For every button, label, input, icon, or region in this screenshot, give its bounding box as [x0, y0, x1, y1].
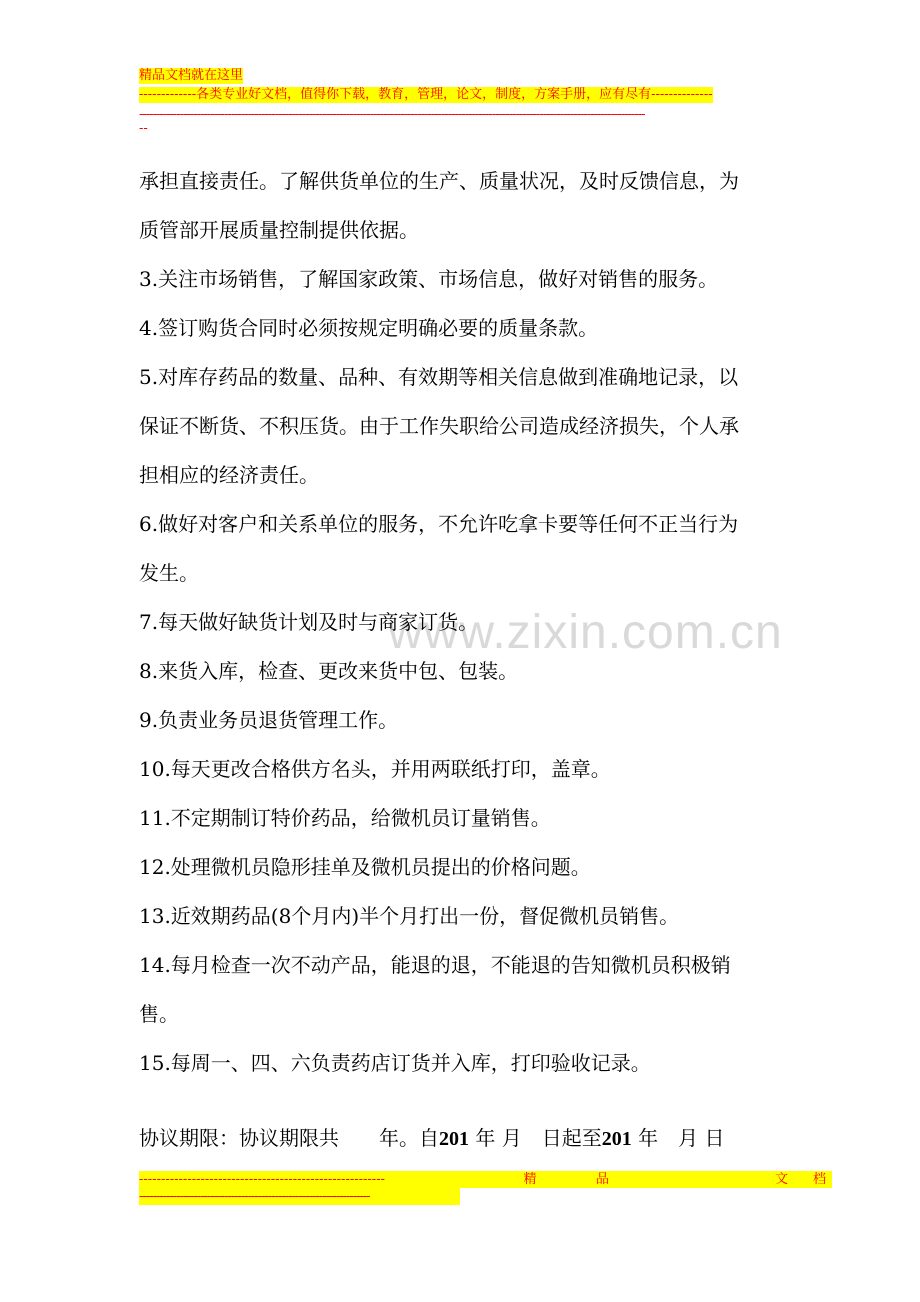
term-year-unit: 年 — [475, 1126, 496, 1150]
footer-banner — [139, 1171, 832, 1188]
body-line: 7.每天做好缺货计划及时与商家订货。 — [139, 610, 479, 634]
body-line: 承担直接责任。了解供货单位的生产、质量状况，及时反馈信息，为 — [139, 169, 739, 193]
body-line: 13.近效期药品(8个月内)半个月打出一份，督促微机员销售。 — [139, 904, 680, 928]
header-rule-tail: -- — [139, 121, 148, 136]
agreement-term — [139, 1122, 724, 1151]
term-month-end: 月 — [678, 1126, 699, 1150]
body-line: 发生。 — [139, 561, 199, 585]
body-line: 6.做好对客户和关系单位的服务，不允许吃拿卡要等任何不正当行为 — [139, 512, 739, 536]
footer-char: 文 — [774, 1172, 788, 1187]
term-day-from: 日起至 — [541, 1126, 602, 1150]
body-line: 15.每周一、四、六负责药店订货并入库，打印验收记录。 — [139, 1051, 651, 1075]
body-line: 10.每天更改合格供方名头，并用两联纸打印，盖章。 — [139, 757, 611, 781]
term-prefix: 协议期限共 — [239, 1126, 339, 1150]
footer-char: 精 — [523, 1172, 537, 1187]
term-year-number-end: 201 — [601, 1128, 632, 1150]
term-year-unit-end: 年 — [638, 1126, 659, 1150]
term-year: 年。自 — [379, 1126, 439, 1150]
footer-char: 档 — [812, 1172, 826, 1187]
body-line: 保证不断货、不积压货。由于工作失职给公司造成经济损失，个人承 — [139, 414, 739, 438]
term-label: 协议期限： — [139, 1126, 239, 1150]
body-line: 9.负责业务员退货管理工作。 — [139, 708, 399, 732]
body-line: 3.关注市场销售，了解国家政策、市场信息，做好对销售的服务。 — [139, 267, 719, 291]
body-line: 11.不定期制订特价药品，给微机员订量销售。 — [139, 806, 551, 830]
term-day-end: 日 — [704, 1126, 725, 1150]
body-line: 12.处理微机员隐形挂单及微机员提出的价格问题。 — [139, 855, 591, 879]
header-brand: 精品文档就在这里 — [139, 68, 244, 83]
body-line: 质管部开展质量控制提供依据。 — [139, 218, 419, 242]
document-body — [139, 157, 784, 1088]
footer-dashes: -------------------------------------------------------- — [139, 1172, 385, 1187]
body-line: 4.签订购货合同时必须按规定明确必要的质量条款。 — [139, 316, 599, 340]
footer-rule: -------------------------------------------------------------------- — [139, 1188, 460, 1205]
term-year-number: 201 — [439, 1128, 469, 1150]
body-line: 8.来货入库，检查、更改来货中包、包装。 — [139, 659, 519, 683]
term-month: 月 — [501, 1126, 522, 1150]
header-categories: -------------各类专业好文档，值得你下载，教育，管理，论文，制度，方案手册，应有尽有-------------- — [139, 87, 713, 102]
footer-char: 品 — [596, 1172, 610, 1187]
body-line: 5.对库存药品的数量、品种、有效期等相关信息做到准确地记录，以 — [139, 365, 739, 389]
body-line: 担相应的经济责任。 — [139, 463, 319, 487]
watermark: www.zixin.com.cn — [388, 606, 783, 659]
body-line: 售。 — [139, 1002, 179, 1026]
header-rule: ----------------------------------------------------------------------------------------------------------------------------------------------------- — [139, 107, 645, 122]
body-line: 14.每月检查一次不动产品，能退的退，不能退的告知微机员积极销 — [139, 953, 731, 977]
